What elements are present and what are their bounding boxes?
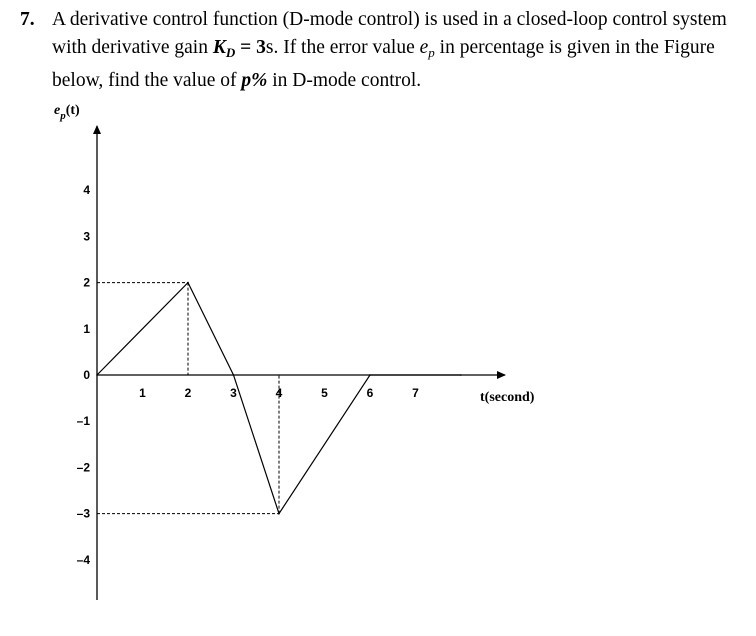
series-point [233,374,235,376]
line2-pre: with derivative gain [52,37,213,58]
y-tick-label: 1 [83,321,90,336]
x-tick-label: 5 [321,386,328,400]
gain-value: = 3 [235,37,266,58]
x-tick-label: 6 [366,386,374,400]
gain-symbol: K [212,37,226,58]
y-tick-label: 2 [83,275,90,290]
y-axis-label: $e_p(t)$ [54,103,80,122]
gain-unit: s. If the error value [265,37,420,58]
error-subscript: p [428,45,435,60]
y-tick-label: –3 [76,506,90,521]
y-tick-label: 0 [83,368,90,382]
x-tick-label: 7 [412,386,419,400]
x-tick-label: 1 [139,386,146,400]
gain-subscript: D [225,45,236,60]
series-point [460,374,462,376]
series-point [278,513,280,515]
y-tick-label: –2 [76,460,90,475]
y-tick-label: 4 [83,183,90,198]
question-number: 7. [20,9,35,30]
series-point [96,374,98,376]
y-tick-label: –4 [76,552,90,567]
question-line-1: A derivative control function (D-mode control) is used in a closed-loop control system [52,9,727,30]
series-point [369,374,371,376]
error-symbol: e [419,37,429,58]
x-tick-label: 2 [184,386,192,400]
y-tick-label: –1 [76,414,90,429]
x-tick-label: 3 [230,386,237,400]
line3-pre: below, find the value of [52,70,242,91]
line2-post: in percentage is given in the Figure [434,37,715,58]
p-percent-symbol: p% [241,70,268,91]
x-axis-label: t(second) [480,390,535,405]
series-point [187,282,189,284]
line3-post: in D-mode control. [267,70,422,91]
y-tick-label: 3 [83,229,90,244]
x-tick-label: 4 [275,386,283,400]
